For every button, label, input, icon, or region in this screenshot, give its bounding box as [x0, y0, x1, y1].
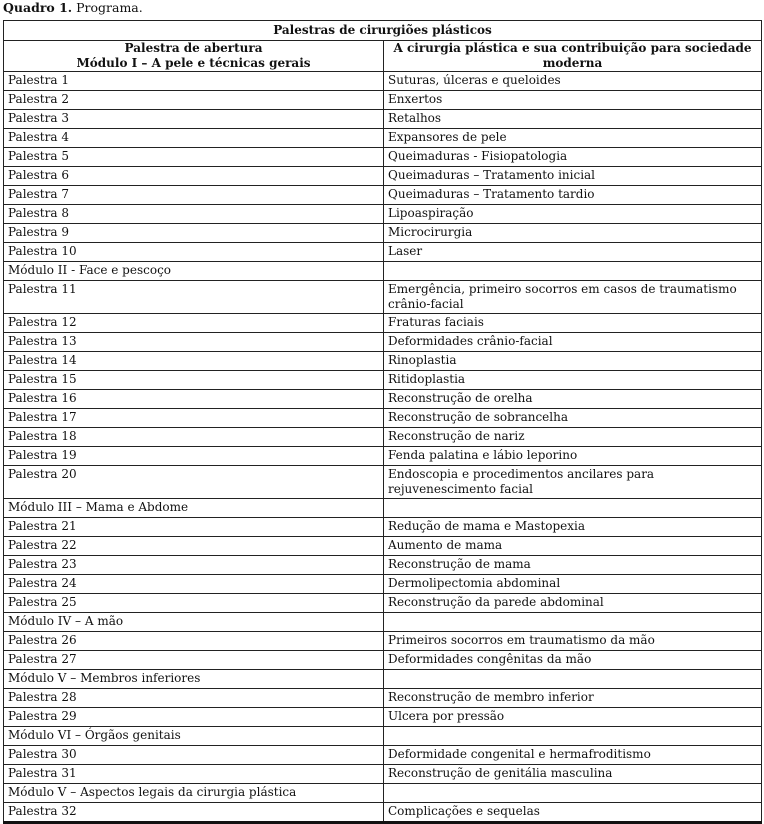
lecture-number-cell: Palestra 28	[4, 689, 384, 708]
table-row	[4, 281, 762, 314]
lecture-number-cell: Palestra 22	[4, 537, 384, 556]
table-row	[4, 708, 762, 727]
lecture-topic-cell: Queimaduras - Fisiopatologia	[384, 148, 762, 167]
lecture-number-cell: Palestra 9	[4, 224, 384, 243]
table-row	[4, 314, 762, 333]
lecture-number-cell: Palestra 11	[4, 281, 384, 314]
lecture-topic-cell: Deformidades crânio-facial	[384, 333, 762, 352]
lecture-topic-cell: Ulcera por pressão	[384, 708, 762, 727]
table-row	[4, 205, 762, 224]
lecture-topic-cell: Ritidoplastia	[384, 371, 762, 390]
lecture-number-cell: Palestra 10	[4, 243, 384, 262]
table-row	[4, 466, 762, 499]
module-row	[4, 613, 762, 632]
module-title-cell: Módulo III – Mama e Abdome	[4, 499, 384, 518]
lecture-topic-cell: Reconstrução de membro inferior	[384, 689, 762, 708]
lecture-number-cell: Palestra 2	[4, 91, 384, 110]
lecture-topic-cell: Deformidade congenital e hermafroditismo	[384, 746, 762, 765]
lecture-number-cell: Palestra 15	[4, 371, 384, 390]
lecture-topic-cell: Endoscopia e procedimentos ancilares para rejuvenescimento facial	[384, 466, 762, 499]
lecture-topic-cell: Lipoaspiração	[384, 205, 762, 224]
program-table	[3, 20, 762, 824]
header-left-line2: Módulo I – A pele e técnicas gerais	[76, 56, 311, 70]
lecture-number-cell: Palestra 21	[4, 518, 384, 537]
table-row	[4, 537, 762, 556]
module-row	[4, 670, 762, 689]
header-right: A cirurgia plástica e sua contribuição para sociedade moderna	[384, 41, 762, 72]
lecture-number-cell: Palestra 30	[4, 746, 384, 765]
lecture-topic-cell: Enxertos	[384, 91, 762, 110]
header-left	[4, 41, 384, 72]
module-title-cell: Módulo II - Face e pescoço	[4, 262, 384, 281]
caption-label: Quadro 1.	[3, 0, 73, 15]
table-row	[4, 167, 762, 186]
table-row	[4, 765, 762, 784]
lecture-topic-cell: Dermolipectomia abdominal	[384, 575, 762, 594]
module-empty-cell	[384, 262, 762, 281]
lecture-number-cell: Palestra 32	[4, 803, 384, 823]
module-title-cell: Módulo IV – A mão	[4, 613, 384, 632]
lecture-topic-cell: Reconstrução de genitália masculina	[384, 765, 762, 784]
lecture-topic-cell: Reconstrução de sobrancelha	[384, 409, 762, 428]
table-row	[4, 428, 762, 447]
module-row	[4, 727, 762, 746]
lecture-number-cell: Palestra 12	[4, 314, 384, 333]
lecture-topic-cell: Queimaduras – Tratamento inicial	[384, 167, 762, 186]
table-row	[4, 186, 762, 205]
table-row	[4, 556, 762, 575]
lecture-topic-cell: Suturas, úlceras e queloides	[384, 72, 762, 91]
table-row	[4, 333, 762, 352]
lecture-number-cell: Palestra 20	[4, 466, 384, 499]
table-row	[4, 632, 762, 651]
module-title-cell: Módulo V – Membros inferiores	[4, 670, 384, 689]
table-row	[4, 148, 762, 167]
caption-text: Programa.	[72, 0, 143, 15]
lecture-topic-cell: Reconstrução de orelha	[384, 390, 762, 409]
lecture-topic-cell: Primeiros socorros em traumatismo da mão	[384, 632, 762, 651]
table-row	[4, 803, 762, 823]
table-row	[4, 224, 762, 243]
lecture-number-cell: Palestra 3	[4, 110, 384, 129]
table-caption	[3, 0, 143, 16]
lecture-number-cell: Palestra 19	[4, 447, 384, 466]
table-row	[4, 689, 762, 708]
lecture-number-cell: Palestra 26	[4, 632, 384, 651]
lecture-topic-cell: Reconstrução da parede abdominal	[384, 594, 762, 613]
table-row	[4, 110, 762, 129]
lecture-topic-cell: Retalhos	[384, 110, 762, 129]
lecture-number-cell: Palestra 4	[4, 129, 384, 148]
lecture-topic-cell: Aumento de mama	[384, 537, 762, 556]
lecture-number-cell: Palestra 6	[4, 167, 384, 186]
table-header-row	[4, 41, 762, 72]
lecture-topic-cell: Fenda palatina e lábio leporino	[384, 447, 762, 466]
module-empty-cell	[384, 499, 762, 518]
lecture-number-cell: Palestra 27	[4, 651, 384, 670]
lecture-number-cell: Palestra 24	[4, 575, 384, 594]
lecture-topic-cell: Complicações e sequelas	[384, 803, 762, 823]
table-title: Palestras de cirurgiões plásticos	[4, 21, 762, 41]
lecture-number-cell: Palestra 5	[4, 148, 384, 167]
lecture-topic-cell: Emergência, primeiro socorros em casos de traumatismo crânio-facial	[384, 281, 762, 314]
lecture-topic-cell: Fraturas faciais	[384, 314, 762, 333]
module-empty-cell	[384, 784, 762, 803]
lecture-topic-cell: Laser	[384, 243, 762, 262]
table-row	[4, 243, 762, 262]
lecture-number-cell: Palestra 25	[4, 594, 384, 613]
module-row	[4, 784, 762, 803]
table-row	[4, 72, 762, 91]
table-row	[4, 390, 762, 409]
table-row	[4, 91, 762, 110]
lecture-topic-cell: Microcirurgia	[384, 224, 762, 243]
lecture-number-cell: Palestra 13	[4, 333, 384, 352]
lecture-topic-cell: Rinoplastia	[384, 352, 762, 371]
table-title-row	[4, 21, 762, 41]
lecture-number-cell: Palestra 18	[4, 428, 384, 447]
table-row	[4, 518, 762, 537]
table-row	[4, 129, 762, 148]
lecture-number-cell: Palestra 7	[4, 186, 384, 205]
lecture-number-cell: Palestra 8	[4, 205, 384, 224]
module-empty-cell	[384, 613, 762, 632]
lecture-topic-cell: Redução de mama e Mastopexia	[384, 518, 762, 537]
lecture-topic-cell: Reconstrução de mama	[384, 556, 762, 575]
module-empty-cell	[384, 670, 762, 689]
lecture-topic-cell: Reconstrução de nariz	[384, 428, 762, 447]
module-title-cell: Módulo VI – Órgãos genitais	[4, 727, 384, 746]
table-row	[4, 352, 762, 371]
header-left-line1: Palestra de abertura	[124, 41, 263, 55]
module-empty-cell	[384, 727, 762, 746]
lecture-number-cell: Palestra 14	[4, 352, 384, 371]
lecture-number-cell: Palestra 29	[4, 708, 384, 727]
table-row	[4, 409, 762, 428]
lecture-number-cell: Palestra 23	[4, 556, 384, 575]
lecture-topic-cell: Deformidades congênitas da mão	[384, 651, 762, 670]
lecture-number-cell: Palestra 16	[4, 390, 384, 409]
lecture-topic-cell: Expansores de pele	[384, 129, 762, 148]
table-body	[4, 72, 762, 823]
table-row	[4, 371, 762, 390]
lecture-number-cell: Palestra 17	[4, 409, 384, 428]
module-row	[4, 499, 762, 518]
lecture-number-cell: Palestra 1	[4, 72, 384, 91]
module-row	[4, 262, 762, 281]
lecture-topic-cell: Queimaduras – Tratamento tardio	[384, 186, 762, 205]
lecture-number-cell: Palestra 31	[4, 765, 384, 784]
table-row	[4, 447, 762, 466]
table-row	[4, 594, 762, 613]
table-row	[4, 651, 762, 670]
module-title-cell: Módulo V – Aspectos legais da cirurgia plástica	[4, 784, 384, 803]
table-row	[4, 575, 762, 594]
table-row	[4, 746, 762, 765]
